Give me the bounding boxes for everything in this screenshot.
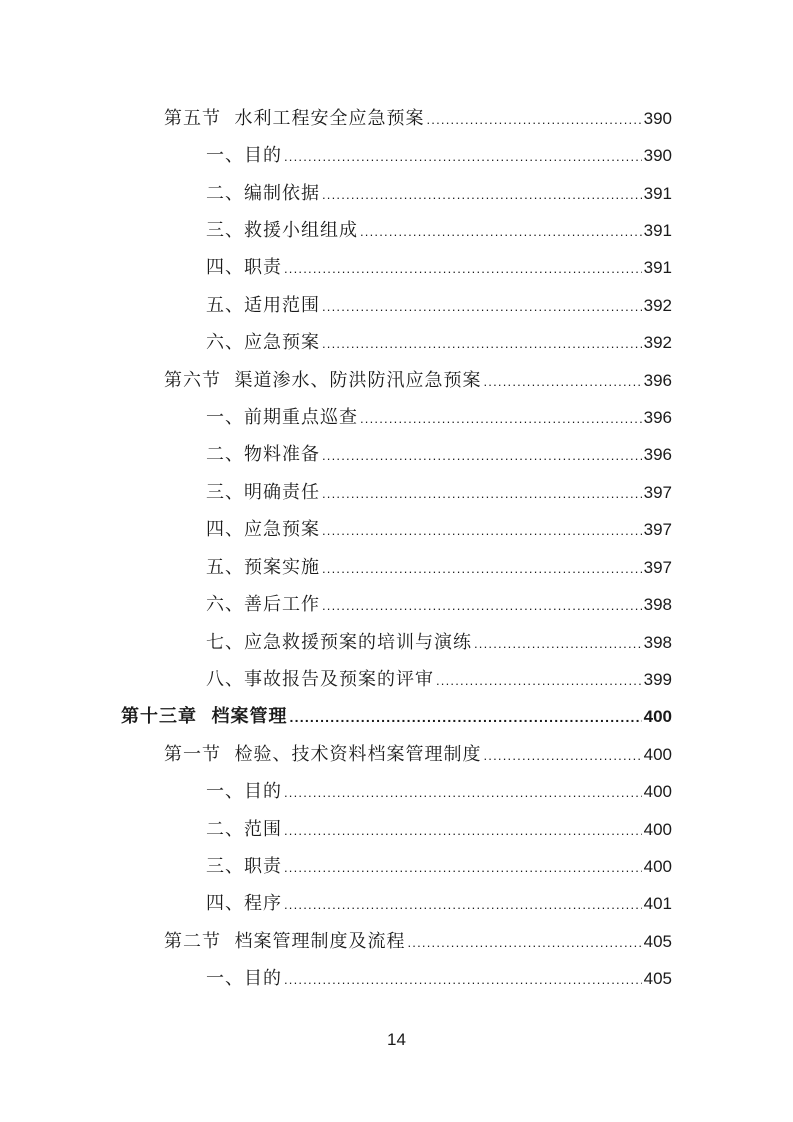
toc-entry-title: 第六节 渠道渗水、防洪防汛应急预案 (164, 370, 482, 391)
toc-entry[interactable] (206, 777, 672, 807)
toc-entry[interactable] (206, 403, 672, 433)
toc-entry[interactable] (206, 440, 672, 470)
toc-entry[interactable] (206, 815, 672, 845)
toc-entry[interactable] (164, 740, 672, 770)
toc-leader-dots (483, 741, 641, 771)
toc-entry-page: 399 (643, 670, 672, 689)
toc-entry-page: 392 (643, 333, 672, 352)
toc-entry-page: 391 (643, 184, 672, 203)
toc-entry[interactable] (206, 665, 672, 695)
toc-entry-page: 396 (643, 445, 672, 464)
toc-entry-title: 六、善后工作 (206, 594, 320, 615)
toc-entry-page: 401 (643, 894, 672, 913)
toc-entry-title: 五、预案实施 (206, 557, 320, 578)
toc-leader-dots (284, 853, 642, 883)
toc-entry[interactable] (206, 179, 672, 209)
toc-entry-page: 390 (643, 146, 672, 165)
toc-entry-page: 392 (643, 296, 672, 315)
toc-entry-page: 405 (643, 969, 672, 988)
toc-entry-page: 391 (643, 258, 672, 277)
toc-entry[interactable] (206, 515, 672, 545)
toc-entry[interactable] (164, 104, 672, 134)
toc-entry-page: 398 (643, 595, 672, 614)
toc-leader-dots (426, 105, 641, 135)
toc-leader-dots (322, 516, 642, 546)
page-number: 14 (387, 1030, 406, 1049)
toc-entry[interactable] (206, 852, 672, 882)
toc-entry-title: 一、目的 (206, 781, 282, 802)
toc-entry-title: 五、适用范围 (206, 295, 320, 316)
toc-entry-title: 二、编制依据 (206, 183, 320, 204)
toc-entry-page: 405 (643, 932, 672, 951)
toc-entry-title: 第五节 水利工程安全应急预案 (164, 108, 425, 129)
toc-entry[interactable] (206, 553, 672, 583)
toc-entry-page: 400 (643, 782, 672, 801)
toc-leader-dots (290, 702, 642, 732)
toc-entry-page: 400 (643, 820, 672, 839)
toc-entry-title: 一、目的 (206, 145, 282, 166)
toc-entry[interactable] (206, 478, 672, 508)
toc-leader-dots (322, 329, 642, 359)
toc-leader-dots (474, 629, 642, 659)
toc-leader-dots (284, 816, 642, 846)
toc-entry-title: 二、范围 (206, 819, 282, 840)
toc-entry-page: 396 (643, 371, 672, 390)
toc-entry-title: 二、物料准备 (206, 444, 320, 465)
toc-entry-title: 一、前期重点巡查 (206, 407, 358, 428)
toc-entry-title: 六、应急预案 (206, 332, 320, 353)
toc-entry[interactable] (206, 216, 672, 246)
toc-entry-title: 三、明确责任 (206, 482, 320, 503)
toc-leader-dots (322, 554, 642, 584)
toc-entry[interactable] (164, 366, 672, 396)
toc-leader-dots (360, 404, 642, 434)
toc-leader-dots (322, 180, 642, 210)
toc-entry-title: 第十三章 档案管理 (121, 706, 288, 727)
toc-entry[interactable] (206, 590, 672, 620)
toc-entry-title: 一、目的 (206, 968, 282, 989)
toc-entry-page: 397 (643, 520, 672, 539)
toc-entry[interactable] (206, 141, 672, 171)
toc-entry-page: 398 (643, 633, 672, 652)
toc-entry-title: 八、事故报告及预案的评审 (206, 669, 434, 690)
toc-entry-title: 第二节 档案管理制度及流程 (164, 931, 406, 952)
toc-entry[interactable] (206, 253, 672, 283)
toc-leader-dots (284, 142, 642, 172)
toc-entry-page: 396 (643, 408, 672, 427)
toc-entry-page: 390 (643, 109, 672, 128)
toc-entry-page: 397 (643, 483, 672, 502)
toc-entry[interactable] (206, 291, 672, 321)
toc-entry[interactable] (206, 964, 672, 994)
toc-entry-page: 391 (643, 221, 672, 240)
toc-leader-dots (360, 217, 642, 247)
toc-leader-dots (322, 591, 642, 621)
toc-entry-title: 四、程序 (206, 893, 282, 914)
toc-entry-page: 397 (643, 558, 672, 577)
toc-entry-page: 400 (643, 857, 672, 876)
toc-entry[interactable] (206, 889, 672, 919)
toc-entry[interactable] (164, 927, 672, 957)
toc-leader-dots (407, 928, 641, 958)
toc-leader-dots (284, 965, 642, 995)
toc-leader-dots (322, 479, 642, 509)
toc-entry-title: 四、应急预案 (206, 519, 320, 540)
toc-entry-title: 三、职责 (206, 856, 282, 877)
toc-leader-dots (284, 778, 642, 808)
toc-entry-page: 400 (643, 707, 672, 726)
toc-entry-title: 第一节 检验、技术资料档案管理制度 (164, 744, 482, 765)
toc-entry[interactable] (206, 628, 672, 658)
toc-leader-dots (284, 254, 642, 284)
toc-leader-dots (322, 441, 642, 471)
toc-entry-page: 400 (643, 745, 672, 764)
toc-chapter-entry[interactable] (121, 702, 672, 732)
toc-entry-title: 四、职责 (206, 257, 282, 278)
toc-leader-dots (436, 666, 642, 696)
toc-entry-title: 七、应急救援预案的培训与演练 (206, 632, 472, 653)
toc-leader-dots (284, 890, 642, 920)
toc-leader-dots (322, 292, 642, 322)
toc-leader-dots (483, 367, 641, 397)
toc-entry-title: 三、救援小组组成 (206, 220, 358, 241)
toc-entry[interactable] (206, 328, 672, 358)
